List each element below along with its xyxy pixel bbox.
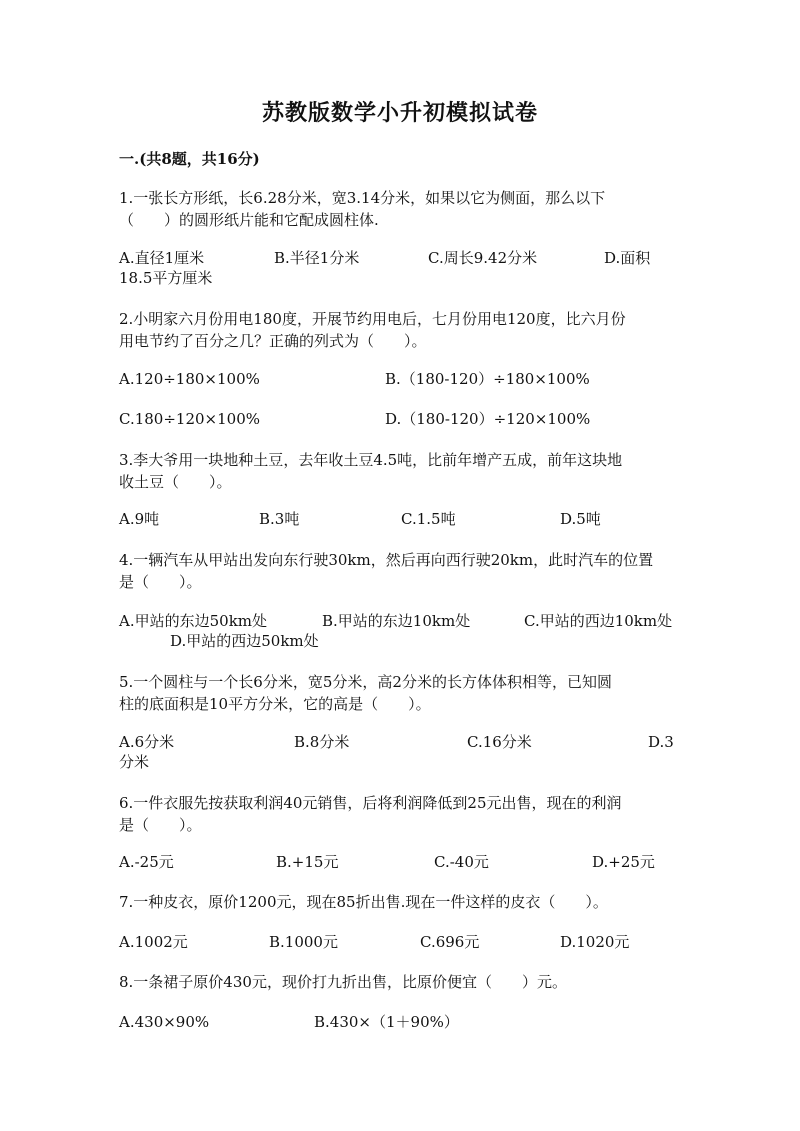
option-d-continued: 分米 <box>119 753 150 771</box>
question-text: 是（ ）。 <box>119 816 202 834</box>
option-b: B.8分米 <box>294 733 350 751</box>
page-title: 苏教版数学小升初模拟试卷 <box>261 100 538 126</box>
question-text: 6.一件衣服先按获取利润40元销售，后将利润降低到25元出售，现在的利润 <box>119 794 622 812</box>
question-text: 5.一个圆柱与一个长6分米，宽5分米，高2分米的长方体体积相等，已知圆 <box>119 673 612 691</box>
option-d: D.（180-120）÷120×100% <box>385 410 591 428</box>
option-c: C.696元 <box>420 933 480 951</box>
question-5 <box>119 671 679 715</box>
question-1 <box>119 187 679 231</box>
question-text: 2.小明家六月份用电180度，开展节约用电后，七月份用电120度，比六月份 <box>119 310 626 328</box>
option-c: C.180÷120×100% <box>119 410 260 428</box>
option-a: A.120÷180×100% <box>119 370 260 388</box>
option-d: D.+25元 <box>592 853 655 871</box>
option-b: B.（180-120）÷180×100% <box>385 370 590 388</box>
question-6 <box>119 792 679 836</box>
option-d: D.1020元 <box>560 933 630 951</box>
option-a: A.直径1厘米 <box>119 249 205 267</box>
question-text: 8.一条裙子原价430元，现价打九折出售，比原价便宜（ ）元。 <box>119 973 567 991</box>
option-a: A.9吨 <box>119 510 160 528</box>
option-d: D.面积 <box>604 249 651 267</box>
question-text: 收土豆（ ）。 <box>119 473 232 491</box>
option-a: A.430×90% <box>119 1013 210 1031</box>
option-d: D.3 <box>648 733 674 751</box>
question-text: 1.一张长方形纸，长6.28分米，宽3.14分米，如果以它为侧面，那么以下 <box>119 189 606 207</box>
option-b: B.半径1分米 <box>274 249 360 267</box>
question-text: 是（ ）。 <box>119 573 202 591</box>
option-b: B.1000元 <box>269 933 338 951</box>
question-text: （ ）的圆形纸片能和它配成圆柱体. <box>119 211 379 229</box>
option-b: B.+15元 <box>276 853 339 871</box>
question-7 <box>119 891 679 913</box>
question-3 <box>119 449 679 493</box>
question-text: 用电节约了百分之几？正确的列式为（ ）。 <box>119 332 427 350</box>
question-8 <box>119 971 679 993</box>
question-text: 柱的底面积是10平方分米，它的高是（ ）。 <box>119 695 431 713</box>
option-b: B.430×（1＋90%） <box>314 1013 459 1031</box>
question-text: 4.一辆汽车从甲站出发向东行驶30km，然后再向西行驶20km，此时汽车的位置 <box>119 551 654 569</box>
question-text: 7.一种皮衣，原价1200元，现在85折出售.现在一件这样的皮衣（ ）。 <box>119 893 608 911</box>
option-c: C.甲站的西边10km处 <box>524 612 673 630</box>
section-header: 一.(共8题，共16分) <box>119 150 260 168</box>
option-d-continued: 18.5平方厘米 <box>119 269 213 287</box>
option-b: B.甲站的东边10km处 <box>322 612 471 630</box>
option-a: A.-25元 <box>119 853 174 871</box>
option-c: C.周长9.42分米 <box>428 249 538 267</box>
option-c: C.1.5吨 <box>401 510 456 528</box>
question-text: 3.李大爷用一块地种土豆，去年收土豆4.5吨，比前年增产五成，前年这块地 <box>119 451 623 469</box>
option-c: C.-40元 <box>434 853 489 871</box>
option-a: A.6分米 <box>119 733 175 751</box>
question-2 <box>119 308 679 352</box>
option-a: A.甲站的东边50km处 <box>119 612 268 630</box>
option-d: D.5吨 <box>560 510 601 528</box>
question-4 <box>119 549 679 593</box>
option-b: B.3吨 <box>259 510 300 528</box>
option-a: A.1002元 <box>119 933 188 951</box>
option-c: C.16分米 <box>467 733 532 751</box>
option-d: D.甲站的西边50km处 <box>170 632 319 650</box>
